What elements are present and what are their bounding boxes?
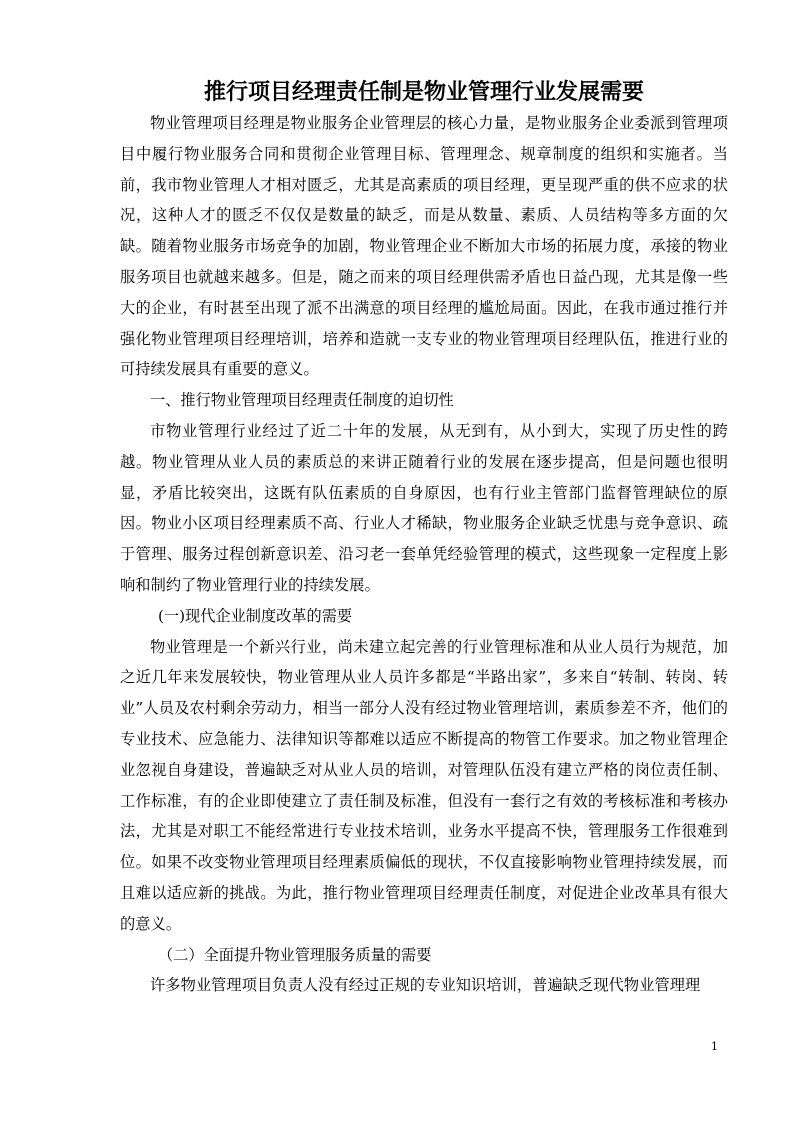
section-heading-1: 一、推行物业管理项目经理责任制度的迫切性 [150, 391, 454, 410]
subsection-heading-1: (一)现代企业制度改革的需要 [158, 606, 353, 625]
subsection-heading-2: （二）全面提升物业管理服务质量的需要 [158, 945, 432, 964]
document-title: 推行项目经理责任制是物业管理行业发展需要 [203, 79, 644, 105]
section-1-paragraph: 市物业管理行业经过了近二十年的发展，从无到有，从小到大，实现了历史性的跨越。物业管理从业人员的素质总的来讲正随着行业的发展在逐步提高，但是问题也很明显，矛盾比较突出，这既有队伍素质的自身原因，也有行业主管部门监督管理缺位的原因。物业小区项目经理素质不高、行业人才稀缺，物业服务企业缺乏忧患与竞争意识、疏于管理、服务过程创新意识差、沿习老一套单凭经验管理的模式，这些现象一定程度上影响和制约了物业管理行业的持续发展。 [120, 421, 728, 594]
intro-paragraph: 物业管理项目经理是物业服务企业管理层的核心力量，是物业服务企业委派到管理项目中履行物业服务合同和贯彻企业管理目标、管理理念、规章制度的组织和实施者。当前，我市物业管理人才相对匮乏，尤其是高素质的项目经理，更呈现严重的供不应求的状况，这种人才的匮乏不仅仅是数量的缺乏，而是从数量、素质、人员结构等多方面的欠缺。随着物业服务市场竞争的加剧，物业管理企业不断加大市场的拓展力度，承接的物业服务项目也就越来越多。但是，随之而来的项目经理供需矛盾也日益凸现，尤其是像一些大的企业，有时甚至出现了派不出满意的项目经理的尴尬局面。因此，在我市通过推行并强化物业管理项目经理培训，培养和造就一支专业的物业管理项目经理队伍，推进行业的可持续发展具有重要的意义。 [120, 114, 728, 379]
subsection-2-paragraph: 许多物业管理项目负责人没有经过正规的专业知识培训，普遍缺乏现代物业管理理 [150, 976, 701, 995]
subsection-1-paragraph: 物业管理是一个新兴行业，尚未建立起完善的行业管理标准和从业人员行为规范，加之近几年来发展较快，物业管理从业人员许多都是“半路出家”，多来自“转制、转岗、转业”人员及农村剩余劳动力，相当一部分人没有经过物业管理培训，素质参差不齐，他们的专业技术、应急能力、法律知识等都难以适应不断提高的物管工作要求。加之物业管理企业忽视自身建设，普遍缺乏对从业人员的培训，对管理队伍没有建立严格的岗位责任制、工作标准，有的企业即使建立了责任制及标准，但没有一套行之有效的考核标准和考核办法，尤其是对职工不能经常进行专业技术培训，业务水平提高不快，管理服务工作很难到位。如果不改变物业管理项目经理素质偏低的现状，不仅直接影响物业管理持续发展，而且难以适应新的挑战。为此，推行物业管理项目经理责任制度，对促进企业改革具有很大的意义。 [120, 637, 728, 933]
page-number: 1 [711, 1040, 718, 1053]
document-page [120, 76, 728, 1001]
